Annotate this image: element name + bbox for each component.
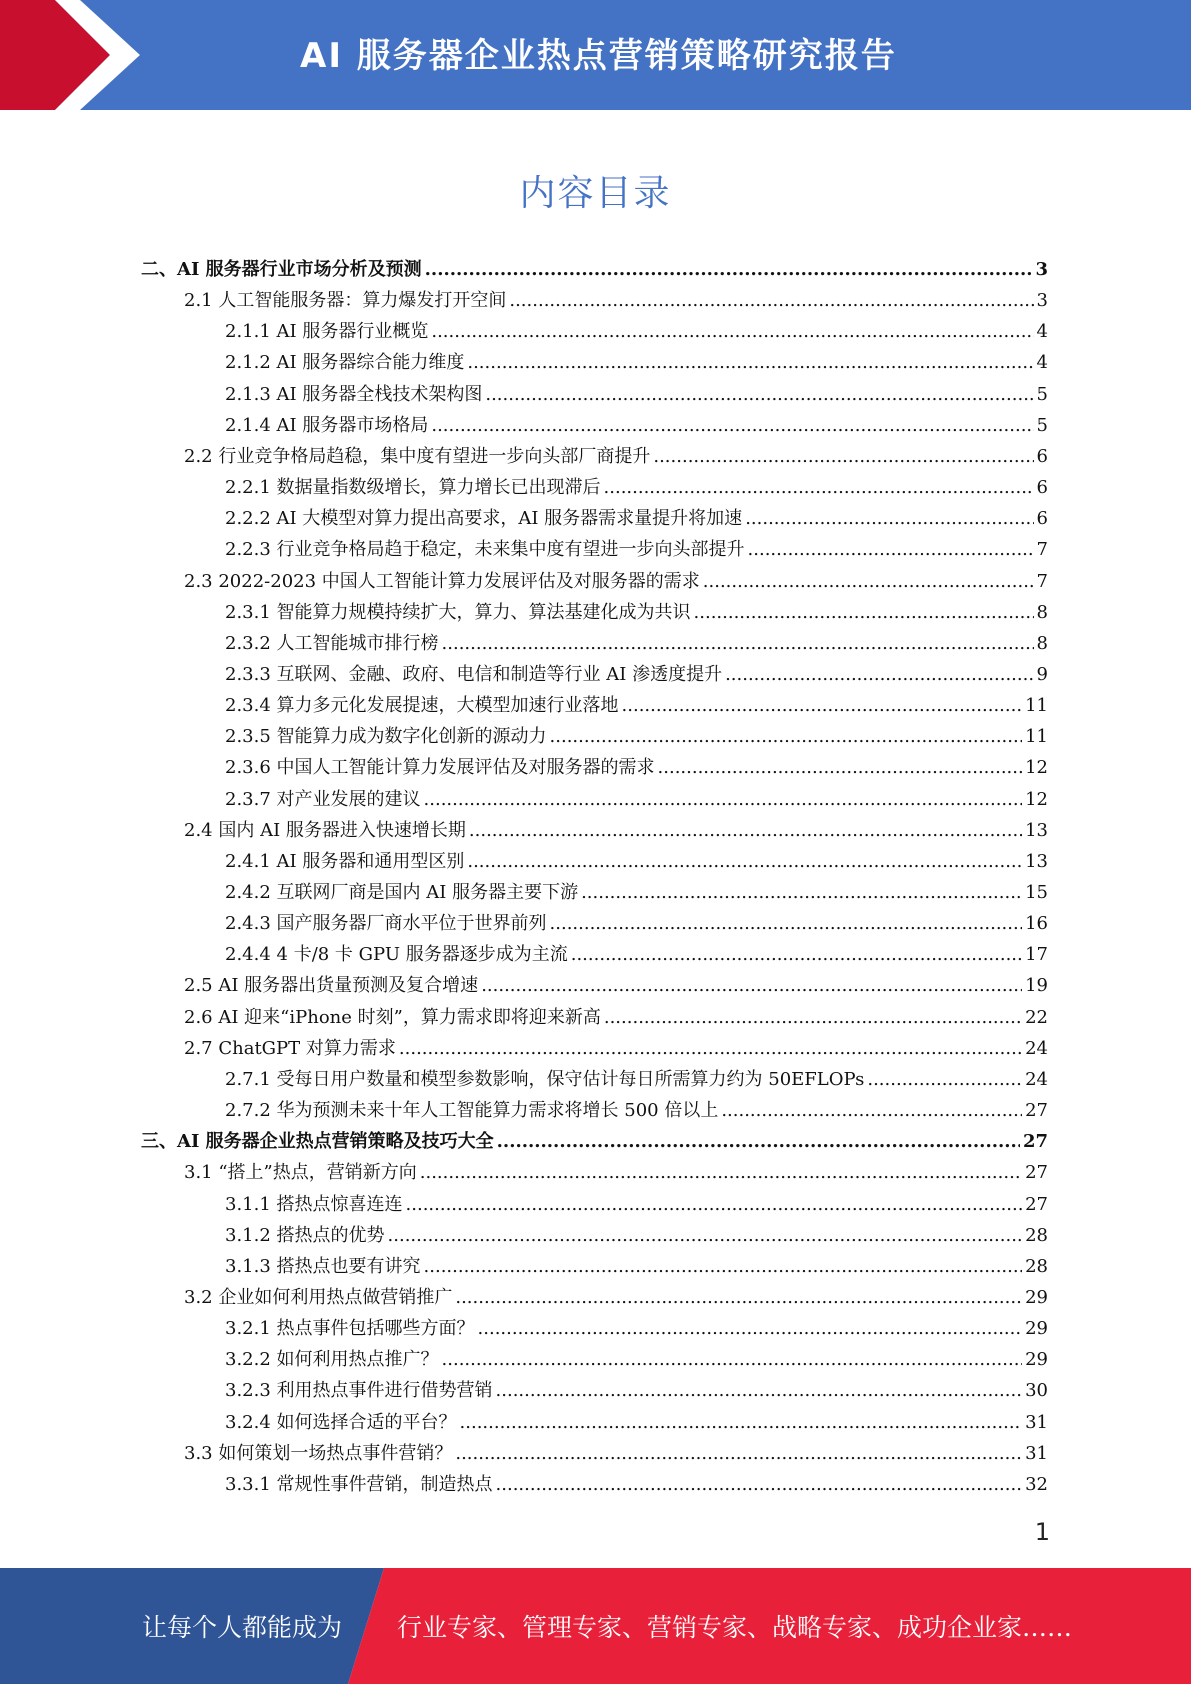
toc-entry-title: 3.3.1 常规性事件营销，制造热点	[225, 1473, 493, 1495]
toc-dot-leader	[550, 721, 1023, 752]
toc-entry-level-2[interactable]	[184, 566, 1048, 597]
toc-entry-page-number: 5	[1036, 383, 1048, 405]
toc-entry-page-number: 17	[1025, 944, 1048, 966]
toc-entry-page-number: 19	[1025, 975, 1048, 997]
toc-entry-title: 2.5 AI 服务器出货量预测及复合增速	[184, 975, 479, 997]
toc-entry-level-3[interactable]	[225, 316, 1048, 347]
toc-dot-leader	[604, 472, 1034, 503]
toc-entry-level-1[interactable]	[141, 254, 1048, 285]
toc-entry-level-3[interactable]	[225, 1407, 1048, 1438]
toc-dot-leader	[467, 846, 1022, 877]
toc-entry-page-number: 9	[1036, 663, 1048, 685]
toc-dot-leader	[571, 939, 1022, 970]
toc-entry-title: 2.1.1 AI 服务器行业概览	[225, 321, 429, 343]
toc-entry-page-number: 16	[1025, 913, 1048, 935]
toc-entry-level-3[interactable]	[225, 628, 1048, 659]
toc-entry-level-3[interactable]	[225, 939, 1048, 970]
toc-entry-title: 二、AI 服务器行业市场分析及预测	[141, 259, 422, 280]
toc-entry-title: 2.4 国内 AI 服务器进入快速增长期	[184, 819, 466, 841]
toc-entry-level-3[interactable]	[225, 908, 1048, 939]
toc-entry-page-number: 32	[1025, 1473, 1048, 1495]
toc-dot-leader	[399, 1033, 1022, 1064]
toc-entry-title: 2.2.2 AI 大模型对算力提出高要求，AI 服务器需求量提升将加速	[225, 508, 743, 530]
toc-entry-level-3[interactable]	[225, 752, 1048, 783]
toc-entry-title: 2.2.3 行业竞争格局趋于稳定，未来集中度有望进一步向头部提升	[225, 539, 745, 561]
toc-dot-leader	[388, 1220, 1023, 1251]
toc-entry-title: 2.3 2022-2023 中国人工智能计算力发展评估及对服务器的需求	[184, 570, 700, 592]
toc-entry-level-3[interactable]	[225, 659, 1048, 690]
toc-entry-level-3[interactable]	[225, 1064, 1048, 1095]
toc-entry-title: 2.3.5 智能算力成为数字化创新的源动力	[225, 726, 547, 748]
toc-dot-leader	[420, 1157, 1022, 1188]
toc-entry-title: 3.2.3 利用热点事件进行借势营销	[225, 1380, 493, 1402]
toc-entry-page-number: 28	[1025, 1224, 1048, 1246]
toc-entry-level-1[interactable]	[141, 1126, 1048, 1157]
header-arrow-decoration	[0, 0, 170, 110]
toc-entry-title: 2.3.1 智能算力规模持续扩大，算力、算法基建化成为共识	[225, 601, 691, 623]
toc-entry-level-3[interactable]	[225, 1344, 1048, 1375]
toc-entry-page-number: 4	[1036, 321, 1048, 343]
toc-entry-title: 2.4.1 AI 服务器和通用型区别	[225, 850, 465, 872]
toc-entry-page-number: 6	[1036, 445, 1048, 467]
toc-entry-page-number: 28	[1025, 1255, 1048, 1277]
toc-dot-leader	[658, 752, 1023, 783]
toc-entry-level-3[interactable]	[225, 1375, 1048, 1406]
toc-entry-level-3[interactable]	[225, 1220, 1048, 1251]
toc-dot-leader	[581, 877, 1022, 908]
toc-dot-leader	[496, 1469, 1023, 1500]
toc-entry-page-number: 27	[1022, 1131, 1048, 1153]
toc-entry-page-number: 27	[1025, 1100, 1048, 1122]
toc-entry-title: 2.4.3 国产服务器厂商水平位于世界前列	[225, 913, 547, 935]
toc-entry-title: 2.3.4 算力多元化发展提速，大模型加速行业落地	[225, 695, 619, 717]
toc-entry-page-number: 7	[1036, 570, 1048, 592]
toc-dot-leader	[485, 379, 1033, 410]
toc-entry-page-number: 8	[1036, 601, 1048, 623]
header-banner	[0, 0, 1191, 110]
toc-entry-level-3[interactable]	[225, 410, 1048, 441]
toc-entry-level-3[interactable]	[225, 784, 1048, 815]
footer-slogan-right: 行业专家、管理专家、营销专家、战略专家、成功企业家……	[397, 1613, 1073, 1642]
toc-dot-leader	[745, 503, 1033, 534]
toc-entry-level-2[interactable]	[184, 1282, 1048, 1313]
toc-dot-leader	[496, 1375, 1023, 1406]
toc-entry-title: 2.1.4 AI 服务器市场格局	[225, 414, 429, 436]
toc-entry-title: 2.7 ChatGPT 对算力需求	[184, 1037, 396, 1059]
toc-entry-title: 2.3.6 中国人工智能计算力发展评估及对服务器的需求	[225, 757, 655, 779]
toc-entry-page-number: 12	[1025, 757, 1048, 779]
toc-entry-title: 2.3.3 互联网、金融、政府、电信和制造等行业 AI 渗透度提升	[225, 663, 723, 685]
toc-entry-level-3[interactable]	[225, 1251, 1048, 1282]
toc-entry-level-2[interactable]	[184, 1002, 1048, 1033]
toc-entry-level-3[interactable]	[225, 690, 1048, 721]
toc-entry-title: 2.7.2 华为预测未来十年人工智能算力需求将增长 500 倍以上	[225, 1100, 719, 1122]
toc-dot-leader	[509, 285, 1033, 316]
toc-entry-title: 三、AI 服务器企业热点营销策略及技巧大全	[141, 1131, 494, 1153]
toc-dot-leader	[478, 1313, 1023, 1344]
toc-entry-level-3[interactable]	[225, 846, 1048, 877]
toc-entry-level-3[interactable]	[225, 597, 1048, 628]
toc-entry-level-3[interactable]	[225, 1469, 1048, 1500]
toc-dot-leader	[748, 534, 1034, 565]
toc-dot-leader	[431, 410, 1033, 441]
toc-entry-page-number: 24	[1025, 1037, 1048, 1059]
toc-entry-title: 2.2 行业竞争格局趋稳，集中度有望进一步向头部厂商提升	[184, 445, 651, 467]
toc-entry-level-3[interactable]	[225, 347, 1048, 378]
toc-dot-leader	[725, 659, 1033, 690]
toc-entry-level-3[interactable]	[225, 472, 1048, 503]
toc-dot-leader	[467, 347, 1033, 378]
toc-dot-leader	[469, 815, 1022, 846]
footer-slogan-left: 让每个人都能成为	[142, 1613, 343, 1642]
toc-entry-title: 2.4.4 4 卡/8 卡 GPU 服务器逐步成为主流	[225, 944, 568, 966]
toc-entry-page-number: 6	[1036, 508, 1048, 530]
toc-entry-title: 2.3.2 人工智能城市排行榜	[225, 632, 439, 654]
toc-dot-leader	[703, 566, 1034, 597]
toc-entry-page-number: 11	[1025, 695, 1048, 717]
toc-entry-level-2[interactable]	[184, 441, 1048, 472]
footer-banner	[0, 1568, 1191, 1684]
toc-dot-leader	[425, 254, 1033, 285]
toc-entry-page-number: 13	[1025, 819, 1048, 841]
toc-entry-title: 2.1 人工智能服务器：算力爆发打开空间	[184, 290, 507, 312]
toc-entry-level-3[interactable]	[225, 1095, 1048, 1126]
toc-dot-leader	[455, 1438, 1022, 1469]
toc-entry-level-3[interactable]	[225, 534, 1048, 565]
toc-entry-level-2[interactable]	[184, 1157, 1048, 1188]
toc-entry-title: 2.2.1 数据量指数级增长，算力增长已出现滞后	[225, 477, 601, 499]
page-number: 1	[1034, 1518, 1050, 1546]
toc-dot-leader	[442, 628, 1034, 659]
toc-entry-title: 3.1.3 搭热点也要有讲究	[225, 1255, 421, 1277]
toc-dot-leader	[694, 597, 1034, 628]
toc-entry-page-number: 3	[1035, 259, 1048, 280]
toc-dot-leader	[431, 316, 1033, 347]
toc-entry-title: 2.6 AI 迎来“iPhone 时刻”，算力需求即将迎来新高	[184, 1006, 601, 1028]
toc-entry-page-number: 3	[1036, 290, 1048, 312]
toc-entry-title: 3.3 如何策划一场热点事件营销？	[184, 1442, 453, 1464]
toc-entry-title: 2.1.2 AI 服务器综合能力维度	[225, 352, 465, 374]
toc-entry-title: 3.2.2 如何利用热点推广？	[225, 1349, 439, 1371]
toc-entry-page-number: 7	[1036, 539, 1048, 561]
toc-entry-title: 2.1.3 AI 服务器全栈技术架构图	[225, 383, 483, 405]
toc-dot-leader	[481, 970, 1022, 1001]
toc-entry-level-3[interactable]	[225, 1313, 1048, 1344]
toc-entry-page-number: 6	[1036, 477, 1048, 499]
toc-entry-title: 3.2 企业如何利用热点做营销推广	[184, 1286, 453, 1308]
toc-dot-leader	[721, 1095, 1022, 1126]
toc-entry-title: 3.2.1 热点事件包括哪些方面？	[225, 1318, 475, 1340]
toc-entry-page-number: 24	[1025, 1068, 1048, 1090]
toc-entry-level-2[interactable]	[184, 1438, 1048, 1469]
toc-entry-page-number: 22	[1025, 1006, 1048, 1028]
toc-entry-page-number: 12	[1025, 788, 1048, 810]
toc-entry-level-2[interactable]	[184, 970, 1048, 1001]
toc-entry-level-3[interactable]	[225, 503, 1048, 534]
report-title: AI 服务器企业热点营销策略研究报告	[300, 36, 897, 76]
toc-dot-leader	[867, 1064, 1022, 1095]
toc-entry-page-number: 29	[1025, 1349, 1048, 1371]
toc-dot-leader	[406, 1189, 1023, 1220]
toc-dot-leader	[442, 1344, 1023, 1375]
toc-entry-title: 2.3.7 对产业发展的建议	[225, 788, 421, 810]
toc-entry-page-number: 4	[1036, 352, 1048, 374]
toc-entry-page-number: 31	[1025, 1442, 1048, 1464]
toc-entry-page-number: 11	[1025, 726, 1048, 748]
toc-entry-page-number: 30	[1025, 1380, 1048, 1402]
toc-dot-leader	[604, 1002, 1022, 1033]
toc-entry-level-3[interactable]	[225, 721, 1048, 752]
toc-dot-leader	[497, 1126, 1020, 1157]
toc-entry-page-number: 31	[1025, 1411, 1048, 1433]
toc-dot-leader	[653, 441, 1033, 472]
toc-entry-title: 2.4.2 互联网厂商是国内 AI 服务器主要下游	[225, 882, 579, 903]
toc-dot-leader	[460, 1407, 1023, 1438]
toc-entry-level-3[interactable]	[225, 379, 1048, 410]
toc-entry-page-number: 15	[1025, 882, 1048, 903]
toc-dot-leader	[550, 908, 1023, 939]
toc-entry-page-number: 13	[1025, 850, 1048, 872]
toc-entry-level-2[interactable]	[184, 1033, 1048, 1064]
toc-entry-title: 3.1.2 搭热点的优势	[225, 1224, 385, 1246]
toc-entry-level-2[interactable]	[184, 815, 1048, 846]
toc-entry-level-3[interactable]	[225, 877, 1048, 908]
toc-entry-level-2[interactable]	[184, 285, 1048, 316]
toc-entry-title: 2.7.1 受每日用户数量和模型参数影响，保守估计每日所需算力约为 50EFLOPs	[225, 1068, 865, 1090]
toc-entry-level-3[interactable]	[225, 1189, 1048, 1220]
toc-entry-title: 3.2.4 如何选择合适的平台？	[225, 1411, 457, 1433]
toc-dot-leader	[455, 1282, 1022, 1313]
toc-dot-leader	[424, 784, 1023, 815]
toc-entry-page-number: 29	[1025, 1286, 1048, 1308]
toc-entry-page-number: 27	[1025, 1193, 1048, 1215]
toc-dot-leader	[424, 1251, 1023, 1282]
toc-dot-leader	[622, 690, 1023, 721]
toc-entry-page-number: 29	[1025, 1318, 1048, 1340]
toc-entry-page-number: 5	[1036, 414, 1048, 436]
toc-entry-title: 3.1 “搭上”热点，营销新方向	[184, 1162, 417, 1184]
toc-entry-page-number: 8	[1036, 632, 1048, 654]
toc-entry-page-number: 27	[1025, 1162, 1048, 1184]
toc-entry-title: 3.1.1 搭热点惊喜连连	[225, 1193, 403, 1215]
toc-heading: 内容目录	[519, 173, 672, 214]
